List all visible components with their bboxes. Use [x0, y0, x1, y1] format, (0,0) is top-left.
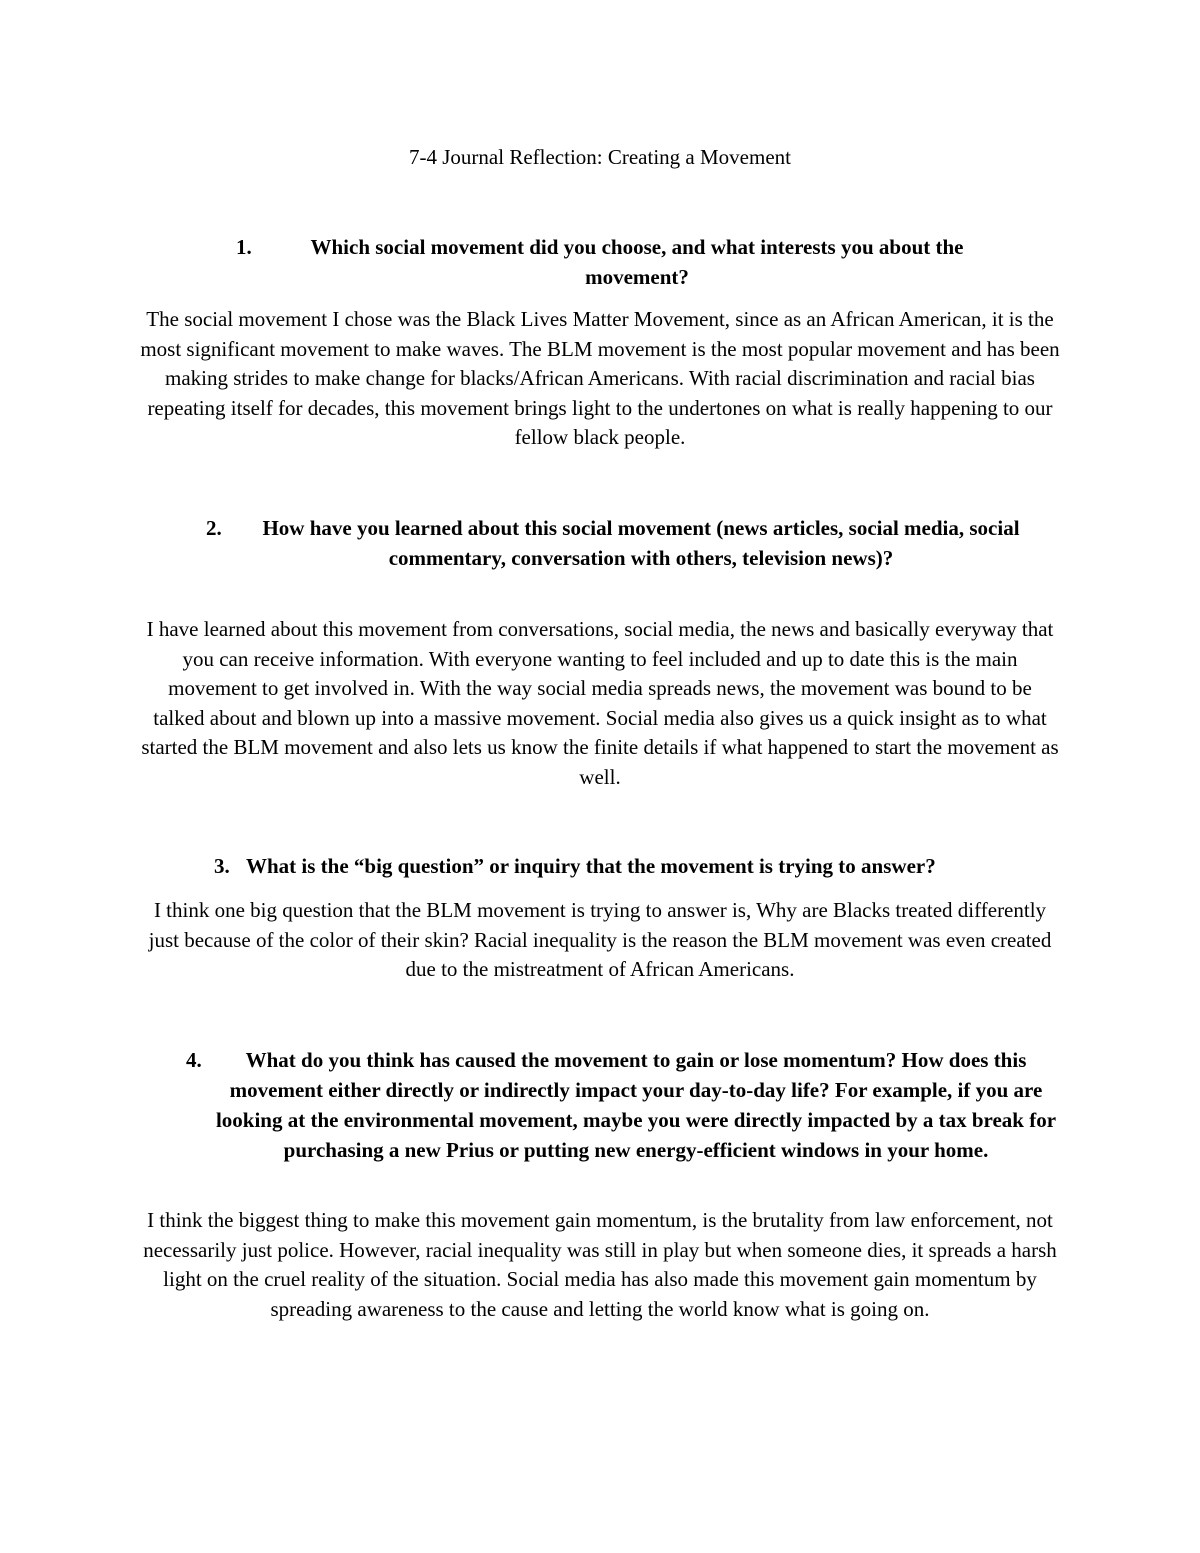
answer-2-text: I have learned about this movement from conversations, social media, the news and basically everyway that you can receive information. With everyone wanting to feel included and up to date this is the main movement to get involved in. With the way social media spreads news, the movement was bound to be talked about and blown up into a massive movement. Social media also gives us a quick insight as to what started the BLM movement and also lets us know the finite details if what happened to start the movement as well. [141, 617, 1059, 789]
answer-4-text: I think the biggest thing to make this movement gain momentum, is the brutality from law enforcement, not necessarily just police. However, racial inequality was still in play but when someone dies, it spreads a harsh light on the cruel reality of the situation. Social media has also made this movement gain momentum by spreading awareness to the cause and letting the world know what is going on. [143, 1208, 1057, 1321]
question-4-text: What do you think has caused the movement to gain or lose momentum? How does this movement either directly or indirectly impact your day-to-day life? For example, if you are looking at the environmental movement, maybe you were directly impacted by a tax break for purchasing a new Prius or putting new energy-efficient windows in your home. [215, 1048, 1057, 1162]
question-1-number: 1. [236, 235, 252, 259]
question-2-number: 2. [206, 516, 222, 540]
answer-1-text: The social movement I chose was the Black Lives Matter Movement, since as an African American, it is the most significant movement to make waves. The BLM movement is the most popular movement and has been making strides to make change for blacks/African Americans. With racial discrimination and racial bias repeating itself for decades, this movement brings light to the undertones on what is really happening to our fellow black people. [140, 307, 1060, 449]
question-3-text: What is the “big question” or inquiry that the movement is trying to answer? [246, 854, 936, 878]
question-2-text: How have you learned about this social movement (news articles, social media, social commentary, conversation with others, television news)? [262, 516, 1020, 570]
answer-3-text: I think one big question that the BLM movement is trying to answer is, Why are Blacks treated differently just because of the color of their skin? Racial inequality is the reason the BLM movement was even created due to the mistreatment of African Americans. [148, 898, 1052, 981]
document-title: 7-4 Journal Reflection: Creating a Movement [409, 145, 791, 169]
question-4-number: 4. [186, 1048, 202, 1072]
question-3-number: 3. [214, 854, 230, 878]
question-1-text: Which social movement did you choose, and what interests you about the movement? [310, 235, 964, 289]
